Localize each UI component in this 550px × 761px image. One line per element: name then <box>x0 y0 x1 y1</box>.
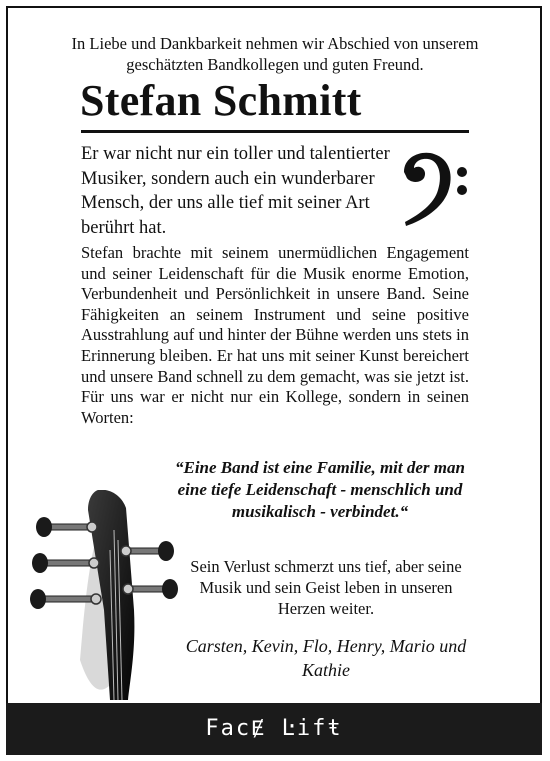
deceased-name: Stefan Schmitt <box>80 76 362 125</box>
footer-bar <box>6 703 542 755</box>
body-text: Stefan brachte mit seinem unermüdlichen Engagement und seiner Leidenschaft für die Musik enorme Emotion, Verbundenheit und Persönlichkeit in unsere Band. Seine Fähigkeiten an seinem Instrument und seine positive Ausstrahlung auf und hinter der Bühne werden uns stets in Erinnerung bleiben. Er hat uns mit seiner Kunst bereichert und unsere Band schnell zu dem gemacht, was sie jetzt ist. Für uns war er nicht nur ein Kollege, sondern in seinen Worten: <box>81 243 469 427</box>
signoff: Carsten, Kevin, Flo, Henry, Mario und Kathie <box>185 636 467 680</box>
footer-logo: FacɆ Ŀifŧ <box>205 716 343 741</box>
closing-text: Sein Verlust schmerzt uns tief, aber seine Musik und sein Geist leben in unseren Herzen weiter. <box>190 557 462 618</box>
divider <box>81 130 469 133</box>
bass-guitar-headstock-icon <box>30 490 190 700</box>
intro-text: In Liebe und Dankbarkeit nehmen wir Abschied von unserem geschätzten Bandkollegen und guten Freund. <box>71 34 479 74</box>
lead-text: Er war nicht nur ein toller und talentierter Musiker, sondern auch ein wunderbarer Mensch, der uns alle tief mit seiner Art berührt hat. <box>81 144 390 238</box>
quote: “Eine Band ist eine Familie, mit der man eine tiefe Leidenschaft - menschlich und musikalisch - verbindet.“ <box>175 458 465 521</box>
bass-clef-icon <box>398 150 472 228</box>
